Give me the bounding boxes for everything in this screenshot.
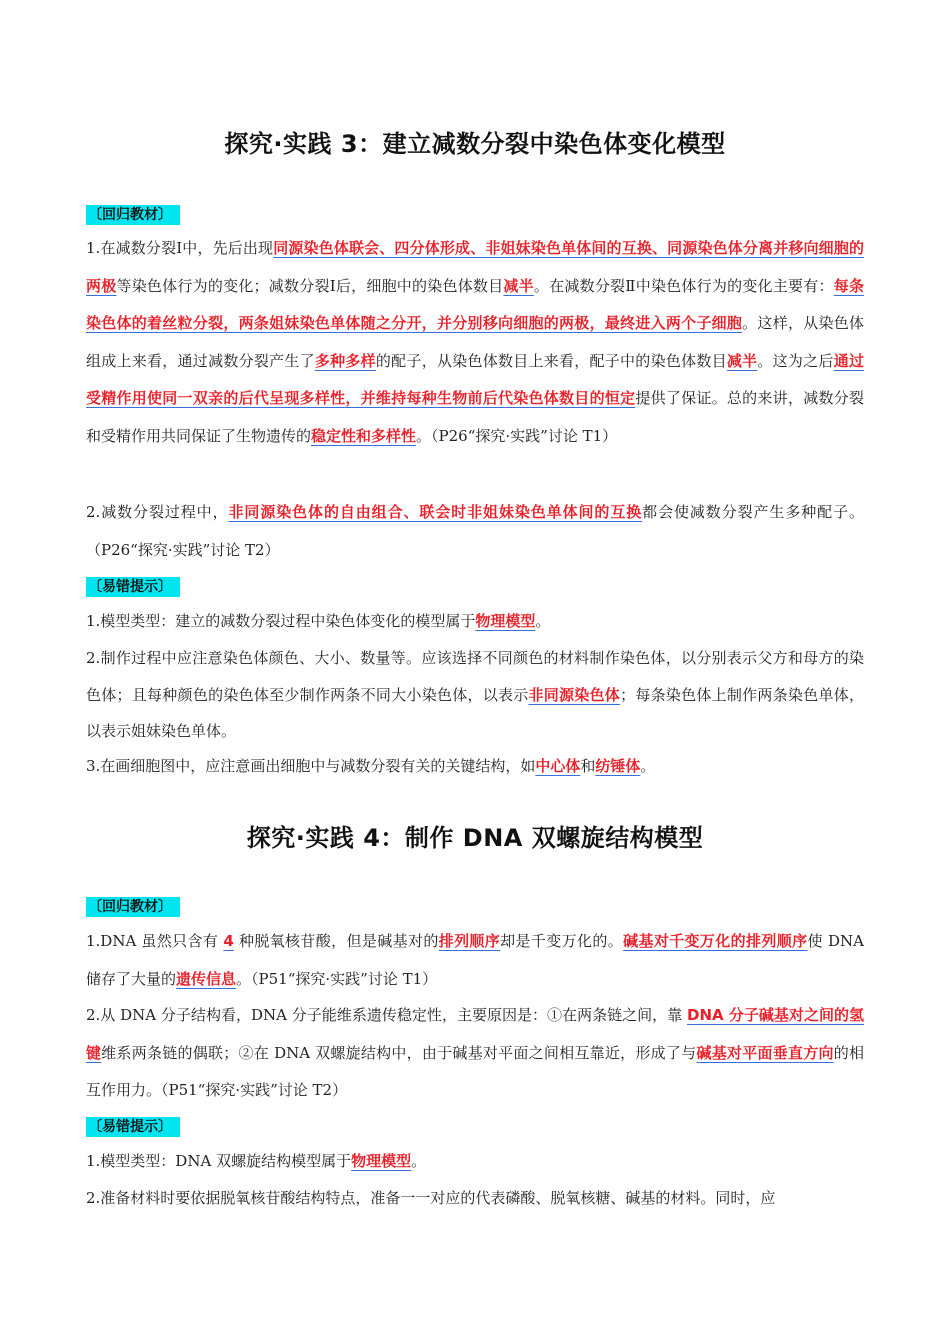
keyword: 减半 bbox=[503, 276, 534, 295]
keyword: 物理模型 bbox=[351, 1152, 412, 1170]
keyword: DNA 分子碱基对之间的氢键 bbox=[86, 1006, 864, 1062]
section3-tips-paragraph-2: 2.制作过程中应注意染色体颜色、大小、数量等。应该选择不同颜色的材料制作染色体，以分别表示父方和母方的染色体；且每种颜色的染色体至少制作两条不同大小染色体，以表示非同源染色体；每条染色体上制作两条染色单体，以表示姐妹染色单体。 bbox=[86, 649, 864, 740]
keyword: 同源染色体联会、四分体形成、非姐妹染色单体间的互换、同源染色体分离并移向细胞的两极 bbox=[86, 239, 864, 295]
keyword: 稳定性和多样性 bbox=[311, 426, 417, 445]
section4-tips-paragraph-1: 1.模型类型：DNA 双螺旋结构模型属于物理模型。 bbox=[86, 1152, 427, 1170]
keyword: 每条染色体的着丝粒分裂，两条姐妹染色单体随之分开，并分别移向细胞的两极，最终进入两个子细胞 bbox=[86, 276, 864, 332]
keyword: 中心体 bbox=[535, 757, 581, 775]
section3-tips-paragraph-3: 3.在画细胞图中，应注意画出细胞中与减数分裂有关的关键结构，如中心体和纺锤体。 bbox=[86, 757, 656, 775]
keyword: 物理模型 bbox=[475, 612, 536, 630]
section4-title: 探究·实践 4：制作 DNA 双螺旋结构模型 bbox=[246, 824, 704, 852]
keyword: 多种多样 bbox=[314, 351, 376, 370]
review-tag: 〔回归教材〕 bbox=[86, 897, 180, 917]
tips-tag: 〔易错提示〕 bbox=[86, 1117, 180, 1137]
keyword: 通过受精作用使同一双亲的后代呈现多样性，并维持每种生物前后代染色体数目的恒定 bbox=[86, 351, 864, 407]
keyword: 排列顺序 bbox=[438, 932, 501, 950]
section4-review-paragraph-1: 1.DNA 虽然只含有 4 种脱氧核苷酸，但是碱基对的排列顺序却是千变万化的。碱基对千变万化的排列顺序使 DNA 储存了大量的遗传信息。（P51“探究·实践”讨论 T1） bbox=[86, 932, 864, 988]
tips-tag: 〔易错提示〕 bbox=[86, 577, 180, 597]
keyword: 遗传信息 bbox=[176, 969, 237, 988]
keyword: 碱基对千变万化的排列顺序 bbox=[623, 932, 808, 950]
section3-review-paragraph-1: 1.在减数分裂Ⅰ中，先后出现同源染色体联会、四分体形成、非姐妹染色单体间的互换、同源染色体分离并移向细胞的两极等染色体行为的变化；减数分裂Ⅰ后，细胞中的染色体数目减半。在减数分裂Ⅱ中染色体行为的变化主要有：每条染色体的着丝粒分裂，两条姐妹染色单体随之分开，并分别移向细胞的两极，最终进入两个子细胞。这样，从染色体组成上来看，通过减数分裂产生了多种多样的配子，从染色体数目上来看，配子中的染色体数目减半。这为之后通过受精作用使同一双亲的后代呈现多样性，并维持每种生物前后代染色体数目的恒定提供了保证。总的来讲，减数分裂和受精作用共同保证了生物遗传的稳定性和多样性。（P26“探究·实践”讨论 T1） bbox=[86, 239, 864, 445]
section3-review-paragraph-2: 2.减数分裂过程中，非同源染色体的自由组合、联会时非姐妹染色单体间的互换都会使减数分裂产生多种配子。（P26“探究·实践”讨论 T2） bbox=[86, 503, 864, 559]
section4-review-paragraph-2: 2.从 DNA 分子结构看，DNA 分子能维系遗传稳定性，主要原因是：①在两条链之间，靠 DNA 分子碱基对之间的氢键维系两条链的偶联；②在 DNA 双螺旋结构中，由于碱基对平面之间相互靠近，形成了与碱基对平面垂直方向的相互作用力。（P51“探究·实践”讨论 T2） bbox=[86, 1006, 864, 1099]
review-tag: 〔回归教材〕 bbox=[86, 205, 180, 225]
keyword: 非同源染色体 bbox=[528, 685, 621, 704]
keyword: 非同源染色体的自由组合、联会时非姐妹染色单体间的互换 bbox=[228, 503, 643, 521]
keyword: 4 bbox=[223, 932, 234, 950]
keyword: 纺锤体 bbox=[595, 757, 641, 775]
section3-title: 探究·实践 3：建立减数分裂中染色体变化模型 bbox=[224, 130, 726, 158]
keyword: 碱基对平面垂直方向 bbox=[696, 1043, 834, 1062]
section3-tips-paragraph-1: 1.模型类型：建立的减数分裂过程中染色体变化的模型属于物理模型。 bbox=[86, 612, 551, 630]
section4-tips-paragraph-2: 2.准备材料时要依据脱氧核苷酸结构特点，准备一一对应的代表磷酸、脱氧核糖、碱基的材料。同时，应 bbox=[86, 1189, 776, 1207]
keyword: 减半 bbox=[726, 351, 758, 370]
